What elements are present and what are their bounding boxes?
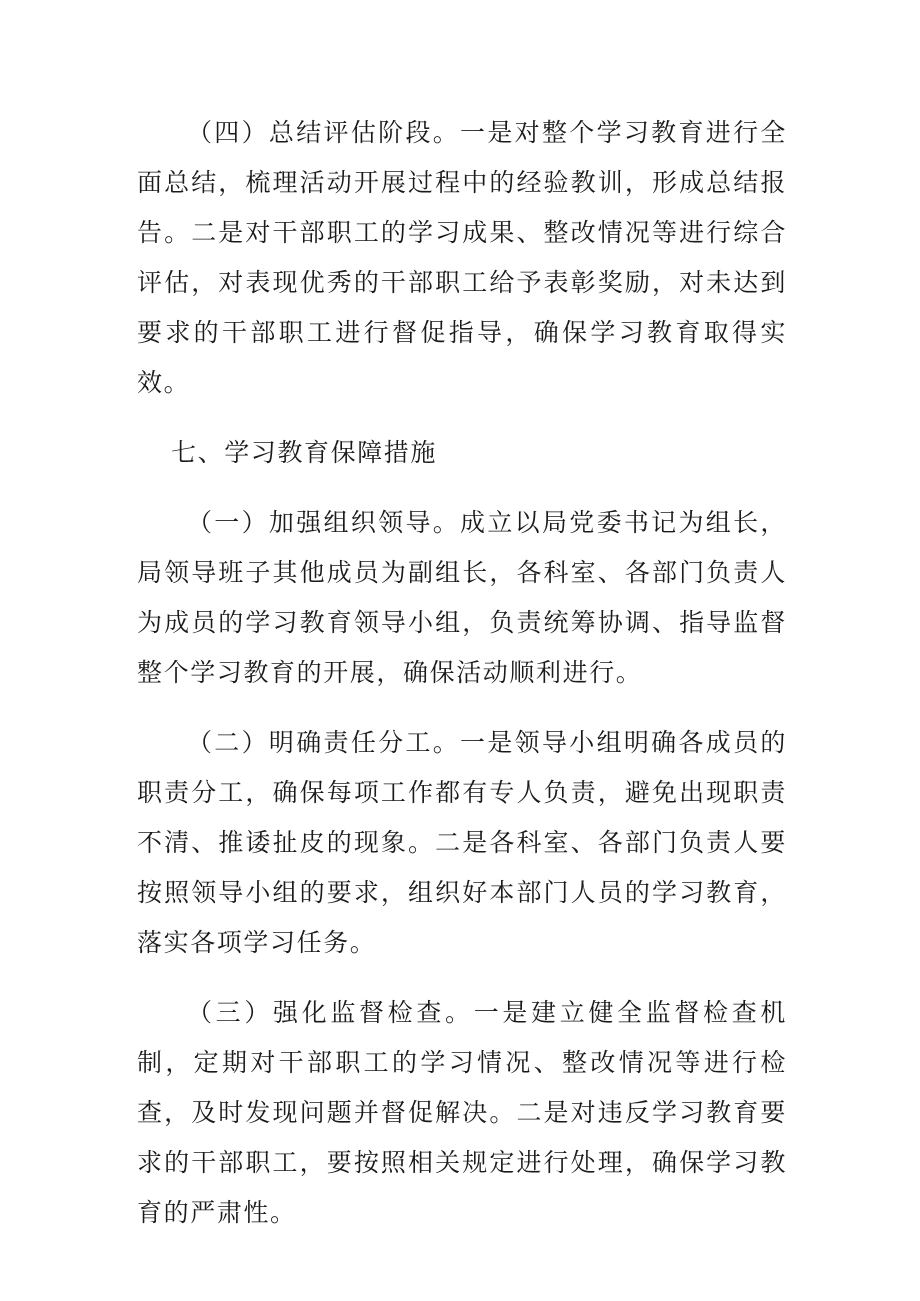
paragraph-summary-stage: （四）总结评估阶段。一是对整个学习教育进行全面总结，梳理活动开展过程中的经验教训，形成总结报告。二是对干部职工的学习成果、整改情况等进行综合评估，对表现优秀的干部职工给予表彰奖励，对未达到要求的干部职工进行督促指导，确保学习教育取得实效。: [137, 118, 787, 397]
paragraph-organization-leadership: （一）加强组织领导。成立以局党委书记为组长，局领导班子其他成员为副组长，各科室、各部门负责人为成员的学习教育领导小组，负责统筹协调、指导监督整个学习教育的开展，确保活动顺利进行。: [137, 508, 787, 687]
document-body: [137, 108, 787, 1258]
paragraph-responsibility-division: （二）明确责任分工。一是领导小组明确各成员的职责分工，确保每项工作都有专人负责，避免出现职责不清、推诿扯皮的现象。二是各科室、各部门负责人要按照领导小组的要求，组织好本部门人员的学习教育，落实各项学习任务。: [137, 728, 787, 957]
section-heading-safeguards: 七、学习教育保障措施: [171, 438, 438, 467]
paragraph-supervision-inspection: （三）强化监督检查。一是建立健全监督检查机制，定期对干部职工的学习情况、整改情况等进行检查，及时发现问题并督促解决。二是对违反学习教育要求的干部职工，要按照相关规定进行处理，确保学习教育的严肃性。: [137, 998, 787, 1227]
